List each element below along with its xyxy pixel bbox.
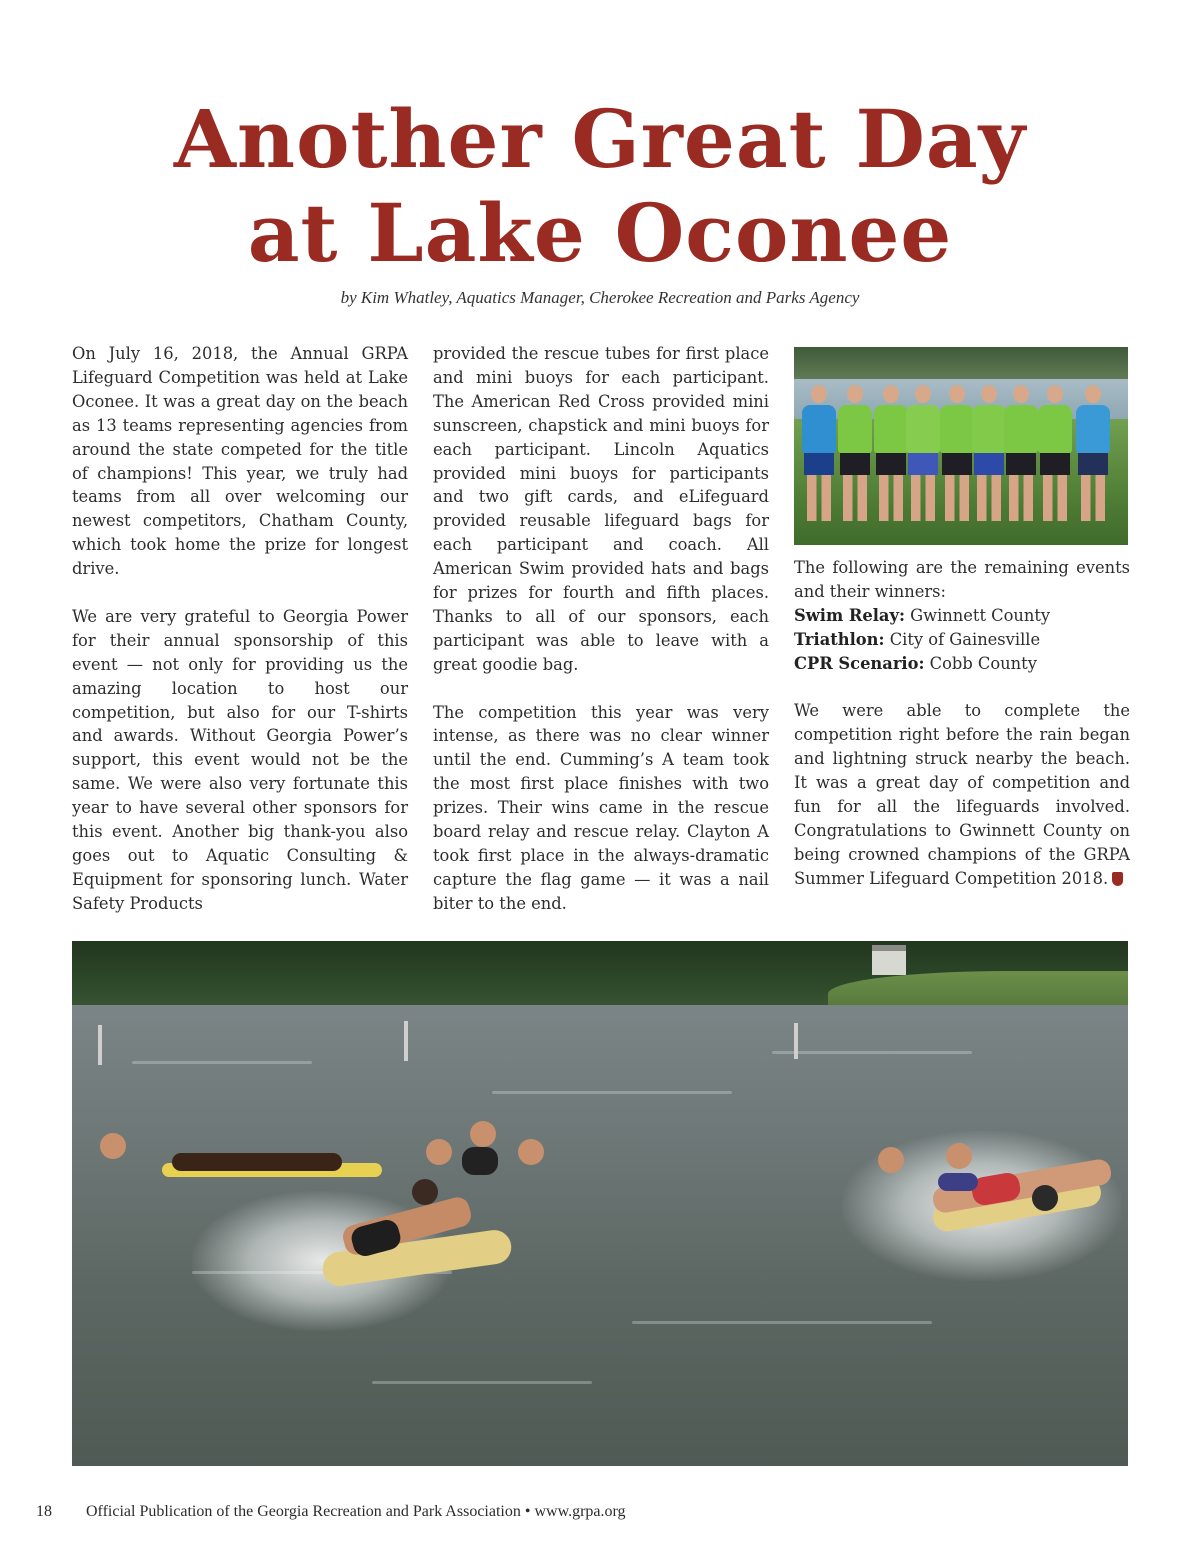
photo-person [906, 385, 940, 521]
photo-person [1004, 385, 1038, 521]
photo-treeline [794, 347, 1128, 379]
text-column-2 [433, 342, 769, 916]
winner-line [794, 630, 1040, 649]
paragraph [794, 699, 1130, 890]
article-title [0, 92, 1200, 280]
photo-house [872, 945, 906, 975]
event-winner: Gwinnett County [910, 605, 1051, 625]
photo-person [838, 385, 872, 521]
photo-person [802, 385, 836, 521]
event-name: Swim Relay: [794, 605, 905, 625]
winner-line [794, 654, 1037, 673]
page-footer [36, 1503, 1164, 1521]
photo-person [972, 385, 1006, 521]
page-number: 18 [36, 1503, 52, 1520]
byline: by Kim Whatley, Aquatics Manager, Cherokee Recreation and Parks Agency [340, 288, 860, 307]
paragraph [794, 556, 1130, 676]
georgia-end-mark-icon [1112, 872, 1123, 886]
title-line-1: Another Great Day [173, 92, 1027, 186]
photo-person [1076, 385, 1110, 521]
paragraph: The competition this year was very intense, as there was no clear winner until the end. Cumming’s A team took the most first place finishes with two prizes. Their wins came in the rescue board relay and rescue relay. Clayton A took first place in the always-dramatic capture the flag game — it was a nail biter to the end. [433, 702, 769, 913]
event-winner: City of Gainesville [889, 629, 1041, 649]
paragraph: provided the rescue tubes for first place and mini buoys for each participant. The American Red Cross provided mini sunscreen, chapstick and mini buoys for each participant. Lincoln Aquatics provided mini buoys for participants and two gift cards, and eLifeguard provided reusable lifeguard bags for each participant and coach. All American Swim provided hats and bags for prizes for fourth and fifth places. Thanks to all of our sponsors, each participant was able to leave with a great goodie bag. [433, 344, 769, 674]
paragraph: We are very grateful to Georgia Power for their annual sponsorship of this event — not only for providing us the amazing location to host our competition, but also for our T-shirts and awards. Without Georgia Power’s support, this event would not be the same. We were also very fortunate this year to have several other sponsors for this event. Another big thank-you also goes out to Aquatic Consulting & Equipment for sponsoring lunch. Water Safety Products [72, 606, 408, 913]
paragraph: On July 16, 2018, the Annual GRPA Lifeguard Competition was held at Lake Oconee. It was a great day on the beach as 13 teams representing agencies from around the state competed for the title of champions! This year, we truly had teams from all over welcoming our newest competitors, Chatham County, which took home the prize for longest drive. [72, 344, 408, 579]
closing-text: We were able to complete the competition right before the rain began and lightning struck nearby the beach. It was a great day of competition and fun for all the lifeguards involved. Congratulations to Gwinnett County on being crowned champions of the GRPA Summer Lifeguard Competition 2018. [794, 701, 1130, 888]
event-winner: Cobb County [929, 653, 1037, 673]
photo-person [1038, 385, 1072, 521]
publication-credit: Official Publication of the Georgia Recreation and Park Association • www.grpa.org [86, 1503, 626, 1520]
text-column-1 [72, 342, 408, 916]
photo-person [874, 385, 908, 521]
winners-intro: The following are the remaining events and their winners: [794, 558, 1130, 601]
photo-person [940, 385, 974, 521]
event-name: Triathlon: [794, 629, 885, 649]
text-column-3 [794, 556, 1130, 891]
lake-rescue-board-photo [72, 941, 1128, 1466]
title-line-2: at Lake Oconee [247, 186, 953, 280]
event-name: CPR Scenario: [794, 653, 925, 673]
winner-line [794, 606, 1050, 625]
team-group-photo [794, 347, 1128, 545]
